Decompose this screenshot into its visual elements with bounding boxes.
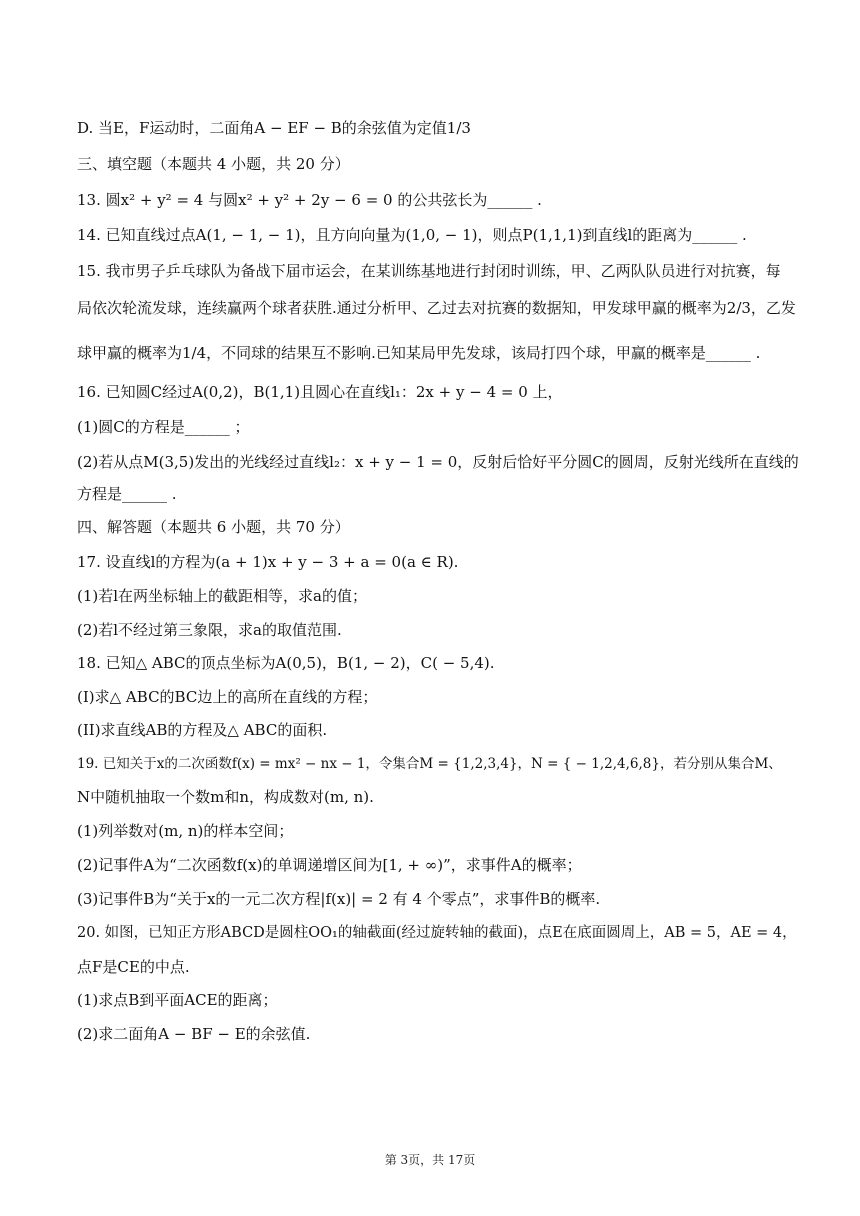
question-15-line-2: 局依次轮流发球，连续赢两个球者获胜.通过分析甲、乙过去对抗赛的数据知，甲发球甲赢的概率为2/3，乙发 [77, 299, 796, 317]
question-20-line-2: 点F是CE的中点. [77, 958, 190, 976]
question-14: 14. 已知直线过点A(1, − 1, − 1)，且方向向量为(1,0, − 1)，则点P(1,1,1)到直线l的距离为______ . [77, 226, 747, 244]
question-17-part-1: (1)若l在两坐标轴上的截距相等，求a的值； [77, 587, 367, 605]
section-heading-fill-in: 三、填空题（本题共 4 小题，共 20 分） [77, 155, 350, 173]
question-15-line-1: 15. 我市男子乒乓球队为备战下届市运会，在某训练基地进行封闭时训练，甲、乙两队队员进行对抗赛，每 [77, 262, 781, 280]
page-footer: 第 3页，共 17页 [384, 1153, 476, 1167]
question-18-part-2: (II)求直线AB的方程及△ ABC的面积. [77, 721, 328, 739]
question-16: 16. 已知圆C经过A(0,2)，B(1,1)且圆心在直线l₁：2x + y − 4 = 0 上， [77, 383, 563, 401]
question-20-line-1: 20. 如图，已知正方形ABCD是圆柱OO₁的轴截面(经过旋转轴的截面)，点E在底面圆周上，AB = 5，AE = 4， [77, 925, 797, 941]
option-d-text: D. 当E，F运动时，二面角A − EF − B的余弦值为定值1/3 [77, 119, 471, 137]
question-17: 17. 设直线l的方程为(a + 1)x + y − 3 + a = 0(a ∈ R). [77, 553, 459, 571]
question-19-part-2: (2)记事件A为“二次函数f(x)的单调递增区间为[1, + ∞)”，求事件A的概率； [77, 856, 582, 874]
question-20-part-1: (1)求点B到平面ACE的距离； [77, 991, 278, 1009]
question-19-part-1: (1)列举数对(m, n)的样本空间； [77, 822, 294, 840]
question-16-part-2-line-1: (2)若从点M(3,5)发出的光线经过直线l₂：x + y − 1 = 0，反射后恰好平分圆C的圆周，反射光线所在直线的 [77, 453, 799, 471]
question-15-line-3: 球甲赢的概率为1/4，不同球的结果互不影响.已知某局甲先发球，该局打四个球，甲赢的概率是______ . [77, 344, 761, 362]
question-16-part-2-line-2: 方程是______ . [77, 485, 177, 503]
question-13: 13. 圆x² + y² = 4 与圆x² + y² + 2y − 6 = 0 的公共弦长为______ . [77, 191, 542, 209]
question-19-line-2: N中随机抽取一个数m和n，构成数对(m, n). [77, 788, 374, 806]
question-19-line-1: 19. 已知关于x的二次函数f(x) = mx² − nx − 1，令集合M = {1,2,3,4}，N = { − 1,2,4,6,8}，若分别从集合M、 [77, 756, 782, 772]
question-17-part-2: (2)若l不经过第三象限，求a的取值范围. [77, 621, 342, 639]
question-18: 18. 已知△ ABC的顶点坐标为A(0,5)，B(1, − 2)，C( − 5,4). [77, 654, 495, 672]
question-20-part-2: (2)求二面角A − BF − E的余弦值. [77, 1025, 311, 1043]
question-18-part-1: (I)求△ ABC的BC边上的高所在直线的方程； [77, 688, 378, 706]
question-19-part-3: (3)记事件B为“关于x的一元二次方程|f(x)| = 2 有 4 个零点”，求事件B的概率. [77, 890, 601, 908]
question-16-part-1: (1)圆C的方程是______ ； [77, 418, 250, 436]
section-heading-solutions: 四、解答题（本题共 6 小题，共 70 分） [77, 518, 350, 536]
